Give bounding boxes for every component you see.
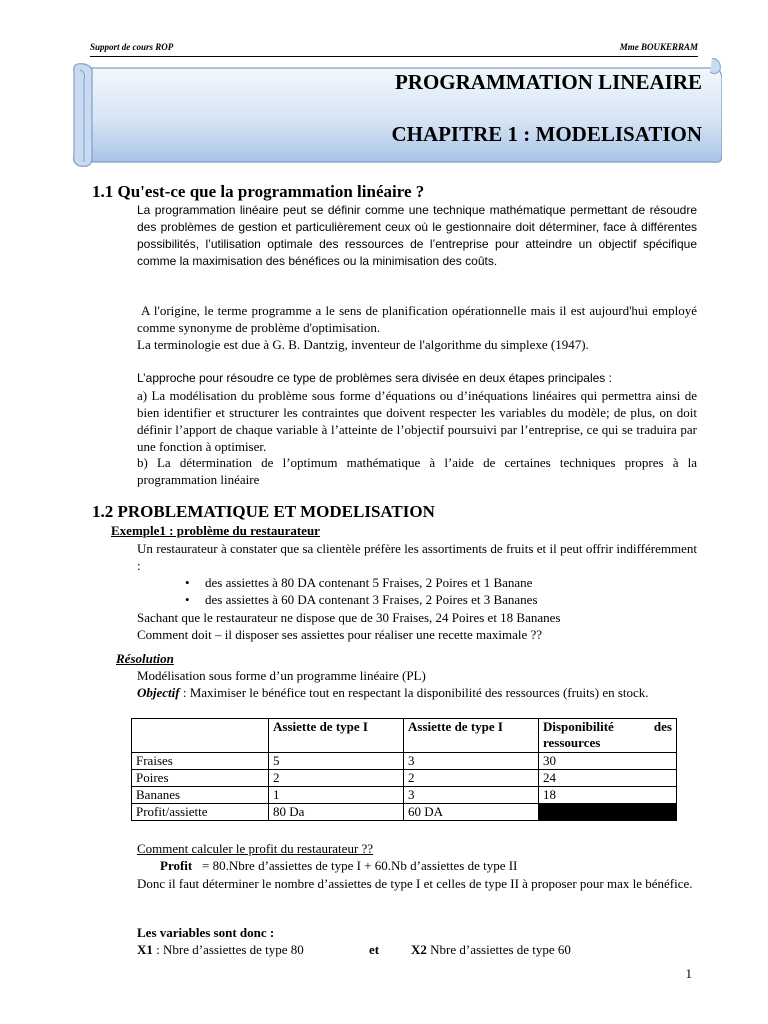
modelisation-text: Modélisation sous forme d’un programme linéaire (PL) [137, 668, 426, 683]
header-rule [90, 56, 698, 57]
paragraph-dantzig: La terminologie est due à G. B. Dantzig, inventeur de l'algorithme du simplexe (1947). [137, 337, 589, 352]
section-heading-1-2: 1.2 PROBLEMATIQUE ET MODELISATION [92, 502, 435, 521]
banner-title: PROGRAMMATION LINEAIRE [394, 70, 702, 94]
objective-label: Objectif [137, 685, 180, 700]
paragraph-origin: A l'origine, le terme programme a le sens de planification opérationnelle mais il est aujourd'hui employé comme synonyme de problème d'optimisation. [137, 303, 697, 335]
table-cell-filled [539, 804, 677, 821]
table-cell: Profit/assiette [132, 804, 269, 821]
table-row [132, 770, 677, 787]
x2-group [411, 941, 571, 958]
resolution-heading: Résolution [116, 651, 174, 666]
table-cell: 80 Da [269, 804, 404, 821]
header-author: Mme BOUKERRAM [619, 42, 698, 52]
paragraph-step-a: a) La modélisation du problème sous forme d’équations ou d’inéquations linéaires qui permettra ainsi de bien identifier et structurer les contraintes que doivent respecter les variables du modèle; de plus, on doit définir l’apport de chaque variable à l’atteinte de l’objectif poursuivi par l’entreprise, ce qui se traduira par une fonction à optimiser. [137, 388, 697, 454]
profit-question: Comment calculer le profit du restaurateur ?? [137, 841, 374, 856]
example-intro: Un restaurateur à constater que sa clientèle préfère les assortiments de fruits et il peut offrir indifféremment : [137, 541, 697, 573]
banner-chapter: CHAPITRE 1 : MODELISATION [391, 122, 702, 146]
table-cell: Fraises [132, 753, 269, 770]
paragraph-approach: L’approche pour résoudre ce type de problèmes sera divisée en deux étapes principales : [137, 371, 612, 385]
table-cell: 3 [404, 787, 539, 804]
variables-line [137, 941, 697, 958]
bullet-item: • des assiettes à 80 DA contenant 5 Fraises, 2 Poires et 1 Banane [205, 574, 532, 591]
table-cell: 2 [269, 770, 404, 787]
table-cell: 1 [269, 787, 404, 804]
variables-title: Les variables sont donc : [137, 925, 275, 940]
paragraph-step-b: b) La détermination de l’optimum mathématique à l’aide de certaines techniques propres à la programmation linéaire [137, 455, 697, 487]
table-header-cell [132, 719, 269, 753]
and-word: et [369, 942, 380, 957]
table-cell: 2 [404, 770, 539, 787]
section-heading-1-1: 1.1 Qu'est-ce que la programmation linéaire ? [92, 182, 425, 201]
table-cell: 24 [539, 770, 677, 787]
table-cell: 5 [269, 753, 404, 770]
table-header-cell: Disponibilité des ressources [539, 719, 677, 753]
table-row [132, 787, 677, 804]
x2-label: X2 [411, 942, 427, 957]
table-row [132, 804, 677, 821]
x1-label: X1 [137, 942, 153, 957]
table-cell: 60 DA [404, 804, 539, 821]
stock-text: Sachant que le restaurateur ne dispose que de 30 Fraises, 24 Poires et 18 Bananes [137, 610, 561, 625]
profit-formula [160, 857, 700, 874]
table-cell: Bananes [132, 787, 269, 804]
x2-text: Nbre d’assiettes de type 60 [430, 942, 571, 957]
table-cell: Poires [132, 770, 269, 787]
profit-formula-body: = 80.Nbre d’assiettes de type I + 60.Nb d’assiettes de type II [202, 858, 518, 873]
table-cell: 30 [539, 753, 677, 770]
x1-text: : Nbre d’assiettes de type 80 [156, 942, 304, 957]
profit-label: Profit [160, 858, 193, 873]
conclusion-text: Donc il faut déterminer le nombre d’assiettes de type I et celles de type II à proposer pour max le bénéfice. [137, 876, 693, 891]
resources-table [131, 718, 677, 821]
header-course: Support de cours ROP [90, 42, 174, 52]
objective-body: : Maximiser le bénéfice tout en respectant la disponibilité des ressources (fruits) en stock. [182, 685, 649, 700]
table-header-row [132, 719, 677, 753]
table-row [132, 753, 677, 770]
table-header-cell: Assiette de type I [404, 719, 539, 753]
page-number: 1 [685, 966, 692, 981]
question-text: Comment doit – il disposer ses assiettes pour réaliser une recette maximale ?? [137, 627, 543, 642]
page-header [90, 42, 698, 52]
bullet-item: • des assiettes à 60 DA contenant 3 Fraises, 2 Poires et 3 Bananes [205, 591, 538, 608]
table-cell: 3 [404, 753, 539, 770]
example-title: Exemple1 : problème du restaurateur [111, 523, 320, 538]
paragraph-definition: La programmation linéaire peut se définir comme une technique mathématique permettant de résoudre des problèmes de gestion et particulièrement ceux où le gestionnaire doit déterminer, face à différentes possibilités, l’utilisation optimale des ressources de l’entreprise pour atteindre un objectif spécifique comme la maximisation des bénéfices ou la minimisation des coûts. [137, 203, 697, 268]
table-header-cell: Assiette de type I [269, 719, 404, 753]
objective-text [137, 684, 697, 701]
table-cell: 18 [539, 787, 677, 804]
